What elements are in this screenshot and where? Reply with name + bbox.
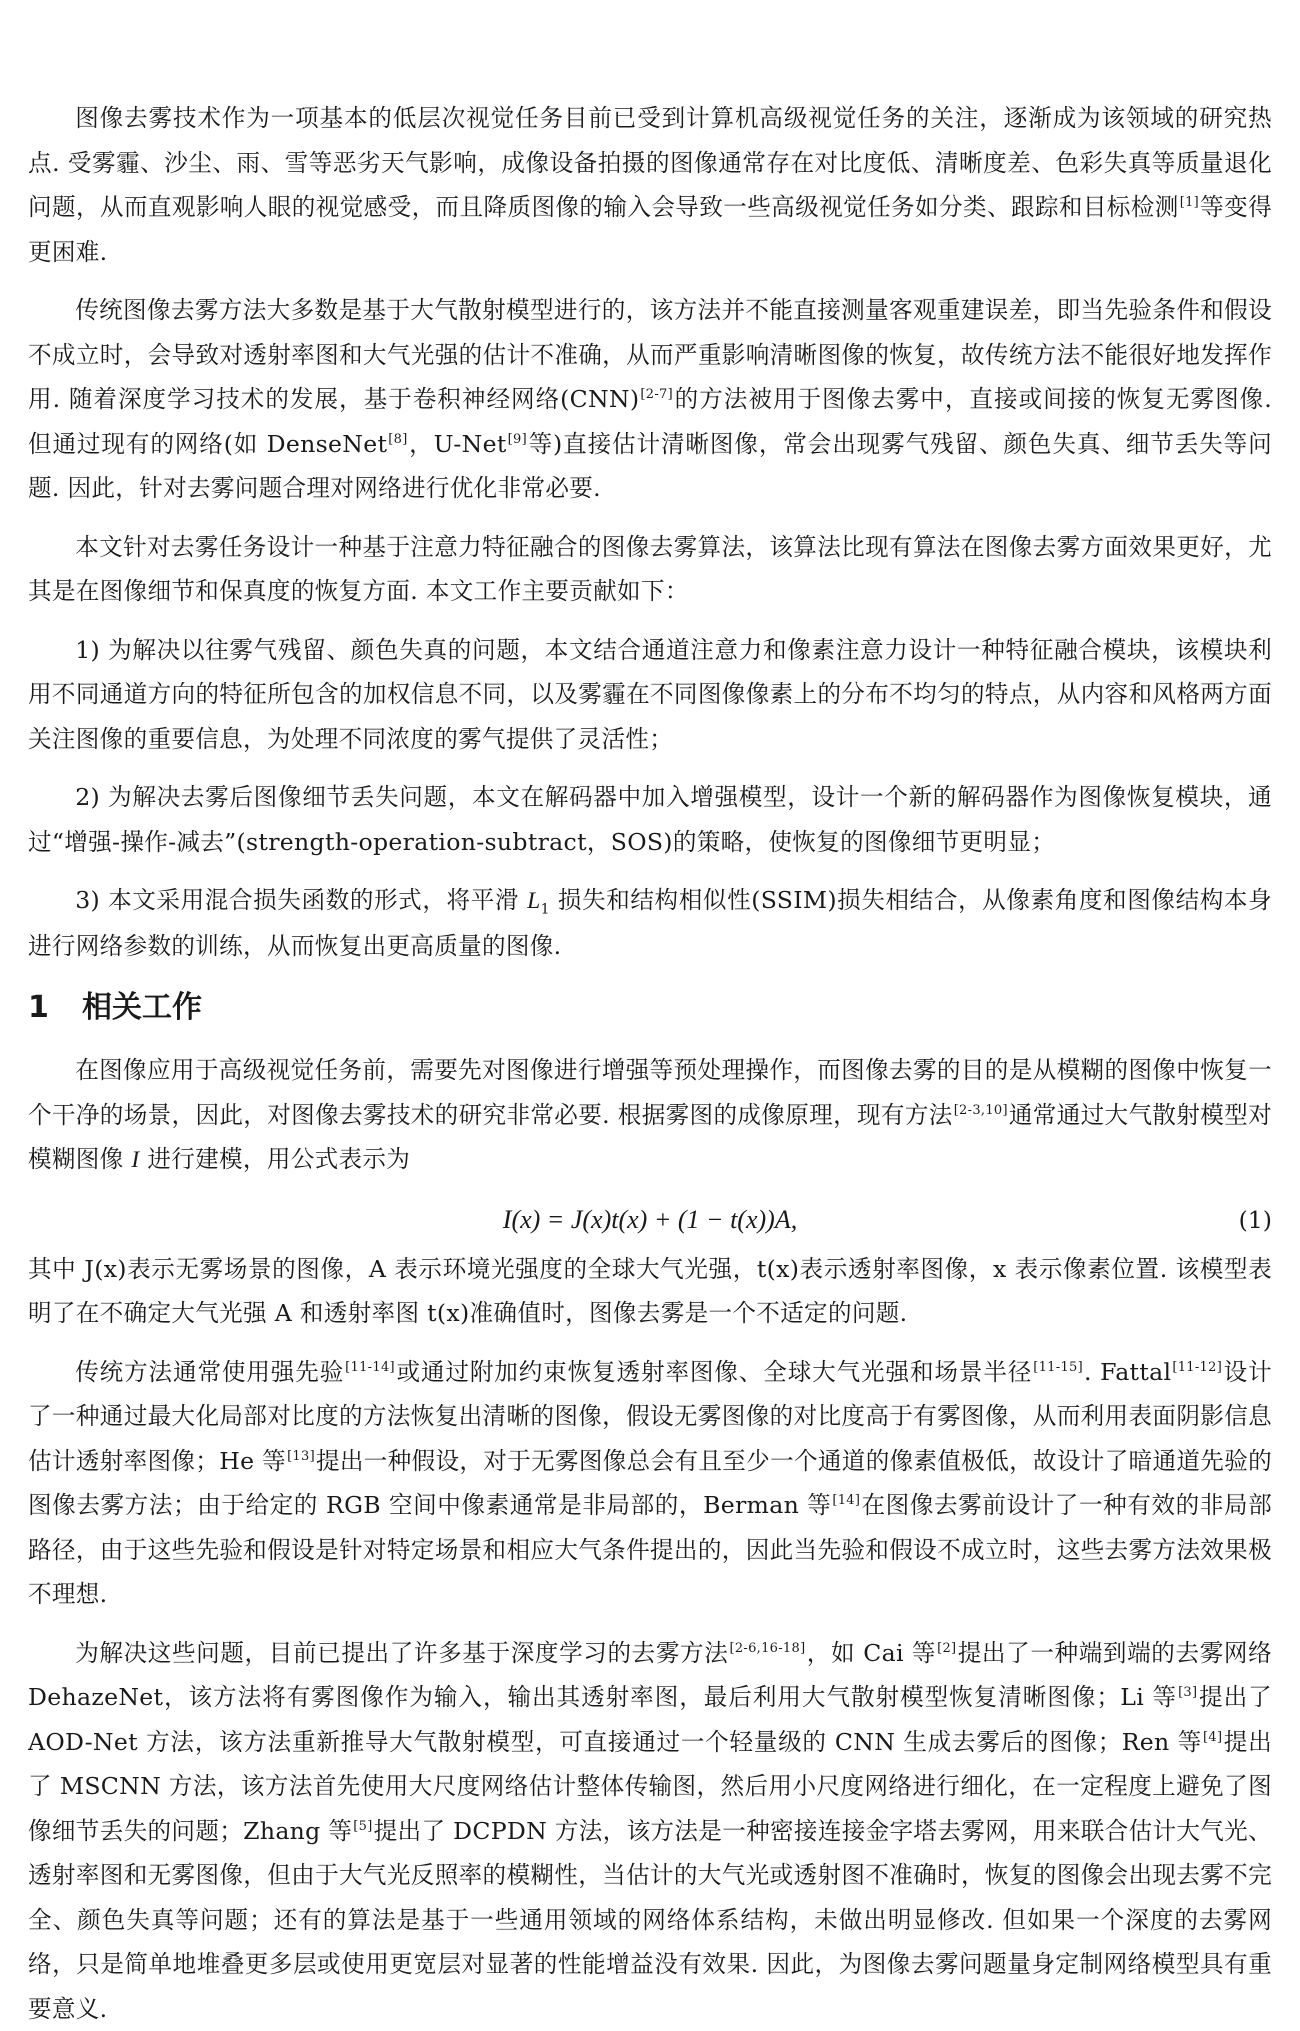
math-variable: L: [527, 888, 540, 914]
contribution-3: 3) 本文采用混合损失函数的形式，将平滑 $L_1$ 损失和结构相似性(SSIM)损失相结合，从像素角度和图像结构本身进行网络参数的训练，从而恢复出更高质量的图像.: [28, 878, 1272, 968]
citation: [2-6,16-18]: [729, 1641, 805, 1656]
section-title: 相关工作: [82, 990, 202, 1025]
citation: [5]: [353, 1819, 372, 1834]
citation: [11-14]: [345, 1360, 395, 1375]
section-number: 1: [28, 986, 82, 1030]
section-heading: [28, 986, 1272, 1030]
intro-paragraph-1: 图像去雾技术作为一项基本的低层次视觉任务目前已受到计算机高级视觉任务的关注，逐渐成为该领域的研究热点. 受雾霾、沙尘、雨、雪等恶劣天气影响，成像设备拍摄的图像通常存在对比度低、清晰度差、色彩失真等质量退化问题，从而直观影响人眼的视觉感受，而且降质图像的输入会导致一些高级视觉任务如分类、跟踪和目标检测[1]等变得更困难.: [28, 96, 1272, 274]
equation-number: (1): [1239, 1197, 1272, 1243]
math-subscript: 1: [541, 902, 550, 918]
related-work-paragraph-3: 传统方法通常使用强先验[11-14]或通过附加约束恢复透射率图像、全球大气光强和场景半径[11-15]. Fattal[11-12]设计了一种通过最大化局部对比度的方法恢复出清晰的图像，假设无雾图像的对比度高于有雾图像，从而利用表面阴影信息估计透射率图像；He 等[13]提出一种假设，对于无雾图像总会有且至少一个通道的像素值极低，故设计了暗通道先验的图像去雾方法；由于给定的 RGB 空间中像素通常是非局部的，Berman 等[14]在图像去雾前设计了一种有效的非局部路径，由于这些先验和假设是针对特定场景和相应大气条件提出的，因此当先验和假设不成立时，这些去雾方法效果极不理想.: [28, 1350, 1272, 1617]
citation: [13]: [287, 1449, 315, 1464]
citation: [2-3,10]: [954, 1103, 1008, 1118]
citation: [11-12]: [1172, 1360, 1222, 1375]
citation: [8]: [388, 432, 407, 447]
citation: [3]: [1178, 1685, 1197, 1700]
related-work-paragraph-4: 为解决这些问题，目前已提出了许多基于深度学习的去雾方法[2-6,16-18]，如 Cai 等[2]提出了一种端到端的去雾网络 DehazeNet，该方法将有雾图像作为输入，输出其透射率图，最后利用大气散射模型恢复清晰图像；Li 等[3]提出了 AOD-Net 方法，该方法重新推导大气散射模型，可直接通过一个轻量级的 CNN 生成去雾后的图像；Ren 等[4]提出了 MSCNN 方法，该方法首先使用大尺度网络估计整体传输图，然后用小尺度网络进行细化，在一定程度上避免了图像细节丢失的问题；Zhang 等[5]提出了 DCPDN 方法，该方法是一种密接连接金字塔去雾网，用来联合估计大气光、透射率图和无雾图像，但由于大气光反照率的模糊性，当估计的大气光或透射图不准确时，恢复的图像会出现去雾不完全、颜色失真等问题；还有的算法是基于一些通用领域的网络体系结构，未做出明显修改. 但如果一个深度的去雾网络，只是简单地堆叠更多层或使用更宽层对显著的性能增益没有效果. 因此，为图像去雾问题量身定制网络模型具有重要意义.: [28, 1631, 1272, 2031]
contribution-2: 2) 为解决去雾后图像细节丢失问题，本文在解码器中加入增强模型，设计一个新的解码器作为图像恢复模块，通过“增强-操作-减去”(strength-operation-subtract，SOS)的策略，使恢复的图像细节更明显；: [28, 775, 1272, 864]
math-variable: I: [131, 1147, 139, 1173]
citation: [4]: [1203, 1730, 1222, 1745]
intro-paragraph-3: 本文针对去雾任务设计一种基于注意力特征融合的图像去雾算法，该算法比现有算法在图像去雾方面效果更好，尤其是在图像细节和保真度的恢复方面. 本文工作主要贡献如下：: [28, 525, 1272, 614]
citation: [11-15]: [1033, 1360, 1083, 1375]
equation-body: I(x) = J(x)t(x) + (1 − t(x))A,: [28, 1197, 1272, 1243]
citation: [2-7]: [640, 387, 673, 402]
equation-1: [28, 1197, 1272, 1243]
intro-paragraph-2: 传统图像去雾方法大多数是基于大气散射模型进行的，该方法并不能直接测量客观重建误差，即当先验条件和假设不成立时，会导致对透射率图和大气光强的估计不准确，从而严重影响清晰图像的恢复，故传统方法不能很好地发挥作用. 随着深度学习技术的发展，基于卷积神经网络(CNN)[2-7]的方法被用于图像去雾中，直接或间接的恢复无雾图像. 但通过现有的网络(如 DenseNet[8]，U-Net[9]等)直接估计清晰图像，常会出现雾气残留、颜色失真、细节丢失等问题. 因此，针对去雾问题合理对网络进行优化非常必要.: [28, 288, 1272, 511]
contribution-1: 1) 为解决以往雾气残留、颜色失真的问题，本文结合通道注意力和像素注意力设计一种特征融合模块，该模块利用不同通道方向的特征所包含的加权信息不同，以及雾霾在不同图像像素上的分布不均匀的特点，从内容和风格两方面关注图像的重要信息，为处理不同浓度的雾气提供了灵活性；: [28, 628, 1272, 762]
citation: [14]: [832, 1493, 860, 1508]
citation: [2]: [937, 1641, 956, 1656]
related-work-paragraph-2: 其中 J(x)表示无雾场景的图像，A 表示环境光强度的全球大气光强，t(x)表示透射率图像，x 表示像素位置. 该模型表明了在不确定大气光强 A 和透射率图 t(x)准确值时，图像去雾是一个不适定的问题.: [28, 1247, 1272, 1336]
related-work-paragraph-1: 在图像应用于高级视觉任务前，需要先对图像进行增强等预处理操作，而图像去雾的目的是从模糊的图像中恢复一个干净的场景，因此，对图像去雾技术的研究非常必要. 根据雾图的成像原理，现有方法[2-3,10]通常通过大气散射模型对模糊图像 I 进行建模，用公式表示为: [28, 1048, 1272, 1183]
citation: [9]: [508, 432, 527, 447]
citation: [1]: [1180, 195, 1199, 210]
